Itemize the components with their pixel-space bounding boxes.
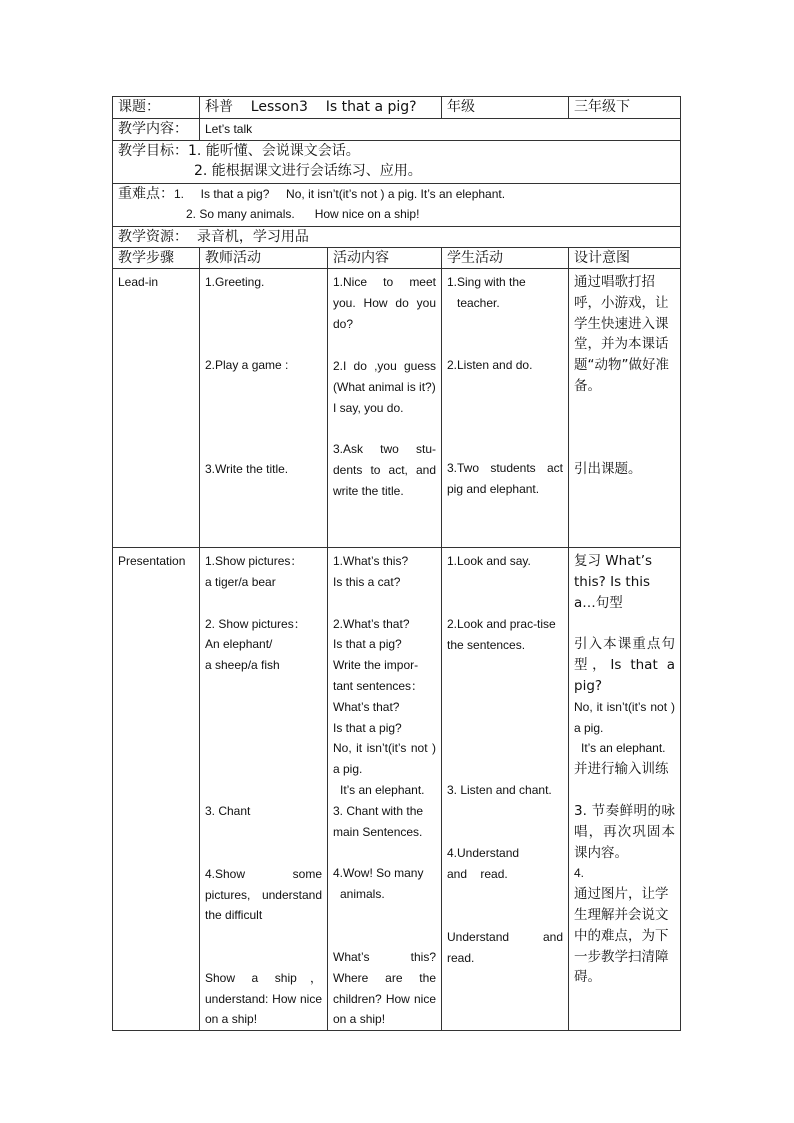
key-points-row xyxy=(113,184,681,227)
pres-teacher-1: 1.Show pictures： xyxy=(205,554,303,568)
pres-content-2b: Is that a pig? xyxy=(333,637,402,652)
leadin-content-1: 1.Nice to meet you. How do you do? xyxy=(333,275,436,331)
pres-content-2d: What’s that? xyxy=(333,699,400,714)
column-header-row xyxy=(113,248,681,269)
col-header-student: 学生活动 xyxy=(442,248,569,269)
leadin-teacher-3: 3.Write the title. xyxy=(205,461,289,476)
pres-student-2: 2.Look and prac-tise the sentences. xyxy=(447,616,556,652)
leadin-content xyxy=(328,269,442,548)
pres-teacher-5: Show a ship，understand: How nice on a ship! xyxy=(205,970,322,1027)
leadin-teacher-1: 1.Greeting. xyxy=(205,275,265,289)
grade-label: 年级 xyxy=(442,97,569,119)
key-2: 2. So many animals. How nice on a ship! xyxy=(186,207,420,221)
goal-2: 2. 能根据课文进行会话练习、应用。 xyxy=(194,163,422,179)
leadin-student-1b: teacher. xyxy=(457,295,500,310)
leadin-student xyxy=(442,269,569,548)
col-header-teacher: 教师活动 xyxy=(200,248,328,269)
leadin-content-3: 3.Ask two stu-dents to act, and write the title. xyxy=(333,442,436,498)
presentation-step: Presentation xyxy=(113,548,200,1031)
goals-row xyxy=(113,141,681,184)
col-header-intent: 设计意图 xyxy=(569,248,681,269)
goal-1: 1. 能听懂、会说课文会话。 xyxy=(188,143,360,159)
pres-content-5: What’s this? Where are the children? How nice on a ship! xyxy=(333,949,436,1027)
pres-content-3: 3. Chant with the main Sentences. xyxy=(333,803,424,839)
content-label: 教学内容： xyxy=(113,119,200,141)
resources-value: 录音机，学习用品 xyxy=(196,229,309,245)
pres-teacher-1b: a tiger/a bear xyxy=(205,574,276,589)
pres-teacher-2: 2. Show pictures： xyxy=(205,616,306,631)
leadin-intent xyxy=(569,269,681,548)
key-points-cell xyxy=(113,184,681,227)
col-header-content: 活动内容 xyxy=(328,248,442,269)
topic-text: 科普 Lesson3 Is that a pig? xyxy=(205,99,417,115)
presentation-content xyxy=(328,548,442,1031)
pres-content-2: 2.What’s that? xyxy=(333,616,410,631)
pres-content-2f: No, it isn’t(it’s not ) a pig. xyxy=(333,741,436,777)
pres-intent-4b: 通过图片，让学生理解并会说文中的难点，为下一步教学扫清障碍。 xyxy=(574,886,669,986)
leadin-teacher-2: 2.Play a game : xyxy=(205,357,289,372)
leadin-student-1: 1.Sing with the xyxy=(447,275,526,289)
pres-content-4b: animals. xyxy=(340,887,385,902)
pres-content-2c: Write the impor-tant sentences： xyxy=(333,658,424,693)
pres-intent-4: 4. xyxy=(574,866,585,881)
key-1: 1. Is that a pig? No, it isn’t(it’s not ) a pig. It’s an elephant. xyxy=(174,187,506,201)
pres-content-1b: Is this a cat? xyxy=(333,574,401,589)
pres-intent-3: 3. 节奏鲜明的咏唱，再次巩固本课内容。 xyxy=(574,802,675,861)
pres-teacher-4: 4.Show some pictures, understand the difficult xyxy=(205,866,322,923)
pres-student-3: 3. Listen and chant. xyxy=(447,783,552,798)
pres-teacher-2c: a sheep/a fish xyxy=(205,658,280,673)
pres-student-5: Understand and read. xyxy=(447,929,563,965)
leadin-intent-1: 通过唱歌打招呼，小游戏，让学生快速进入课堂，并为本课话题“动物”做好准备。 xyxy=(574,274,669,394)
presentation-teacher xyxy=(200,548,328,1031)
resources-label: 教学资源： xyxy=(118,229,188,245)
leadin-student-2: 2.Listen and do. xyxy=(447,357,533,372)
pres-teacher-3: 3. Chant xyxy=(205,803,251,818)
pres-intent-2d: 并进行输入训练 xyxy=(574,761,669,778)
pres-content-2e: Is that a pig? xyxy=(333,720,402,735)
content-value: Let’s talk xyxy=(200,119,681,141)
leadin-row xyxy=(113,269,681,548)
leadin-content-2b: I say, you do. xyxy=(333,400,404,415)
topic-label: 课题： xyxy=(113,97,200,119)
pres-content-4: 4.Wow! So many xyxy=(333,866,424,881)
goals-cell xyxy=(113,141,681,184)
resources-cell xyxy=(113,227,681,248)
goals-label: 教学目标： xyxy=(118,143,188,159)
grade-value: 三年级下 xyxy=(569,97,681,119)
pres-intent-2: 引入本课重点句型，Is that a pig? xyxy=(574,636,675,694)
pres-content-1: 1.What’s this? xyxy=(333,554,409,568)
resources-row xyxy=(113,227,681,248)
leadin-intent-2: 引出课题。 xyxy=(574,461,642,477)
pres-student-4b: and read. xyxy=(447,866,508,881)
pres-intent-1: 复习 What’s this? Is this a…句型 xyxy=(574,553,653,611)
leadin-content-2: 2.I do ,you guess (What animal is it?) xyxy=(333,359,436,394)
pres-intent-2c: It’s an elephant. xyxy=(581,741,666,756)
key-label: 重难点： xyxy=(118,186,174,202)
pres-intent-2b: No, it isn’t(it’s not ) a pig. xyxy=(574,699,675,735)
leadin-teacher xyxy=(200,269,328,548)
lesson-plan-table xyxy=(112,96,681,1031)
leadin-step: Lead-in xyxy=(113,269,200,548)
pres-content-2g: It’s an elephant. xyxy=(340,782,425,797)
pres-teacher-2b: An elephant/ xyxy=(205,637,273,652)
pres-student-1: 1.Look and say. xyxy=(447,554,531,568)
leadin-student-3: 3.Two students act pig and elephant. xyxy=(447,461,563,497)
presentation-intent xyxy=(569,548,681,1031)
topic-value xyxy=(200,97,442,119)
topic-row xyxy=(113,97,681,119)
pres-student-4: 4.Understand xyxy=(447,846,520,861)
presentation-student xyxy=(442,548,569,1031)
content-row xyxy=(113,119,681,141)
presentation-row xyxy=(113,548,681,1031)
col-header-step: 教学步骤 xyxy=(113,248,200,269)
